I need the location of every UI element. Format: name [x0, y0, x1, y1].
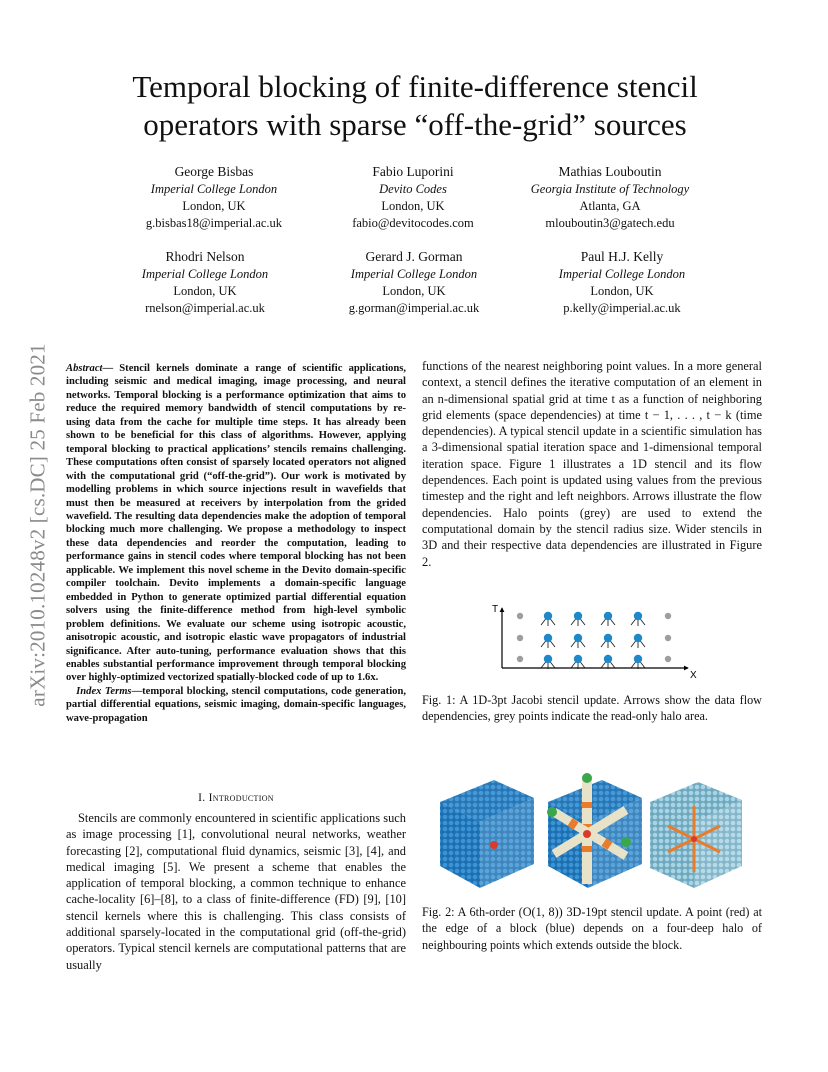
grid-point [544, 612, 552, 620]
green-point [582, 773, 592, 783]
red-point [490, 841, 498, 849]
author-affiliation: Imperial College London [558, 267, 686, 281]
author-affiliation: Imperial College London [150, 182, 278, 196]
grid-point [604, 612, 612, 620]
index-terms-label: Index Terms [76, 685, 132, 697]
author-block [303, 162, 523, 232]
author-name: Rhodri Nelson [165, 249, 245, 264]
halo-point [517, 635, 523, 641]
halo-point [517, 656, 523, 662]
halo-point [665, 635, 671, 641]
grid-point [604, 634, 612, 642]
cube-block-blue [440, 780, 534, 888]
section-heading [66, 792, 406, 804]
grid-point [604, 655, 612, 663]
author-location: London, UK [182, 199, 246, 213]
author-name: Fabio Luporini [372, 164, 454, 179]
author-email: rnelson@imperial.ac.uk [145, 301, 265, 315]
author-location: London, UK [381, 199, 445, 213]
author-location: London, UK [382, 284, 446, 298]
intro-paragraph: Stencils are commonly encountered in scientific applications such as image processing [1], convolutional neural networks, weather forecasting [2], computational fluid dynamics, seismic [3], [4], and medical imaging [5]. We present a scheme that enables the application of temporal blocking, a common technique to enhance cache-locality [6]–[8], to a class of finite-difference (FD) [9], [10] stencil kernels where this is challenging. This class consists of additional sparsely-located in the computational grid (off-the-grid) operators. Typical stencil kernels are computational patterns that are usually [66, 811, 406, 972]
axis-x-label: X [690, 670, 697, 681]
grid-point [574, 634, 582, 642]
figure-1-axes [502, 608, 688, 668]
cube-halo-light [650, 782, 742, 888]
author-affiliation: Devito Codes [379, 182, 447, 196]
grid-point [634, 655, 642, 663]
author-location: London, UK [173, 284, 237, 298]
abstract-text: — Stencil kernels dominate a range of scientific applications, including seismic and medical imaging, image processing, and neural networks. Temporal blocking is a performance optimization that aims to reduce the required memory bandwidth of stencil computations by re-using data from the cache for multiple time steps. It has already been shown to be beneficial for this class of algorithms. However, applying temporal blocking to practical applications’ stencils remains challenging. These computations often consist of sparsely located operators not aligned with the computational grid (“off-the-grid”). Our work is motivated by modelling problems in which source injections result in wavefields that must then be measured at receivers by interpolation from the grided wavefield. The resulting data dependencies make the adoption of temporal blocking much more challenging. We propose a methodology to inspect these data dependencies and reorder the computation, leading to performance gains in stencil codes where temporal blocking has not been applicable. We implement this novel scheme in the Devito domain-specific compiler toolchain. Devito implements a domain-specific language embedded in Python to generate optimized partial differential equation solvers using the finite-difference method from high-level symbolic problem definitions. We evaluate our scheme using isotropic acoustic, anisotropic acoustic, and isotropic elastic wave propagators of industrial significance. After auto-tuning, performance evaluation shows that this enables substantial performance improvement through temporal blocking over highly-optimized vectorized spatially-blocked code of up to 1.6x. [66, 363, 406, 684]
figure-2-3d-stencil [436, 772, 748, 894]
red-point [691, 836, 697, 842]
author-affiliation: Imperial College London [141, 267, 269, 281]
figure-2-caption: Fig. 2: A 6th-order (O(1, 8)) 3D-19pt stencil update. A point (red) at the edge of a block (blue) depends on a four-deep halo of neighbouring points which extends outside the block. [422, 905, 762, 952]
title-line-2: operators with sparse “off-the-grid” sources [143, 107, 687, 142]
grid-point [574, 612, 582, 620]
figure-1-caption: Fig. 1: A 1D-3pt Jacobi stencil update. Arrows show the data flow dependencies, grey points indicate the read-only halo area. [422, 693, 762, 724]
author-block [95, 247, 315, 317]
author-name: Paul H.J. Kelly [580, 249, 664, 264]
author-email: g.bisbas18@imperial.ac.uk [145, 216, 283, 230]
abstract-label: Abstract [66, 363, 103, 374]
author-block [304, 247, 524, 317]
grid-point [544, 655, 552, 663]
author-email: p.kelly@imperial.ac.uk [563, 301, 681, 315]
author-location: London, UK [590, 284, 654, 298]
halo-point [517, 613, 523, 619]
author-affiliation: Imperial College London [350, 267, 478, 281]
halo-point [665, 656, 671, 662]
grid-point [574, 655, 582, 663]
author-location: Atlanta, GA [579, 199, 641, 213]
title-line-1: Temporal blocking of finite-difference stencil [132, 69, 698, 104]
grid-point [544, 634, 552, 642]
cube-stencil-arms [547, 773, 642, 888]
axis-t-label: T [492, 604, 499, 615]
halo-point [665, 613, 671, 619]
author-block [512, 247, 732, 317]
arxiv-id: arXiv:2010.10248v2 [cs.DC] 25 Feb 2021 [25, 343, 50, 707]
paper-title [70, 68, 760, 144]
arxiv-stamp [18, 290, 58, 760]
green-point [547, 807, 557, 817]
grid-point [634, 612, 642, 620]
index-terms-text: —temporal blocking, stencil computations, code generation, partial differential equations, seismic imaging, domain-specific languages, wave-propagation [66, 685, 406, 724]
grid-point [634, 634, 642, 642]
author-email: g.gorman@imperial.ac.uk [348, 301, 480, 315]
red-point [583, 830, 591, 838]
author-block [104, 162, 324, 232]
author-name: Gerard J. Gorman [365, 249, 463, 264]
author-email: mlouboutin3@gatech.edu [545, 216, 675, 230]
author-email: fabio@devitocodes.com [352, 216, 474, 230]
author-name: Mathias Louboutin [558, 164, 662, 179]
figure-1-points [517, 612, 671, 669]
figure-1-stencil-diagram [490, 602, 710, 682]
section-title: Introduction [208, 792, 274, 804]
author-name: George Bisbas [174, 164, 254, 179]
author-affiliation: Georgia Institute of Technology [530, 182, 690, 196]
section-number: I. [198, 792, 209, 804]
green-point [621, 837, 631, 847]
body-paragraph: functions of the nearest neighboring point values. In a more general context, a stencil defines the iterative computation of an element in an n-dimensional spatial grid at time t as a function of neighboring grid elements (space dependencies) at time t − 1, . . . , t − k (time dependencies). A typical stencil update in a scientific simulation has a 3-dimensional spatial iteration space and 1-dimensional temporal iteration space. Figure 1 illustrates a 1D stencil and its flow dependences. Each point is updated using values from the previous timestep and the right and left neighbors. Arrows illustrate the flow dependencies. Halo points (grey) are used to extend the computational domain by the stencil radius size. Wider stencils in 3D and their respective data dependencies are illustrated in Figure 2. [422, 359, 762, 569]
author-block [500, 162, 720, 232]
abstract [66, 362, 406, 725]
